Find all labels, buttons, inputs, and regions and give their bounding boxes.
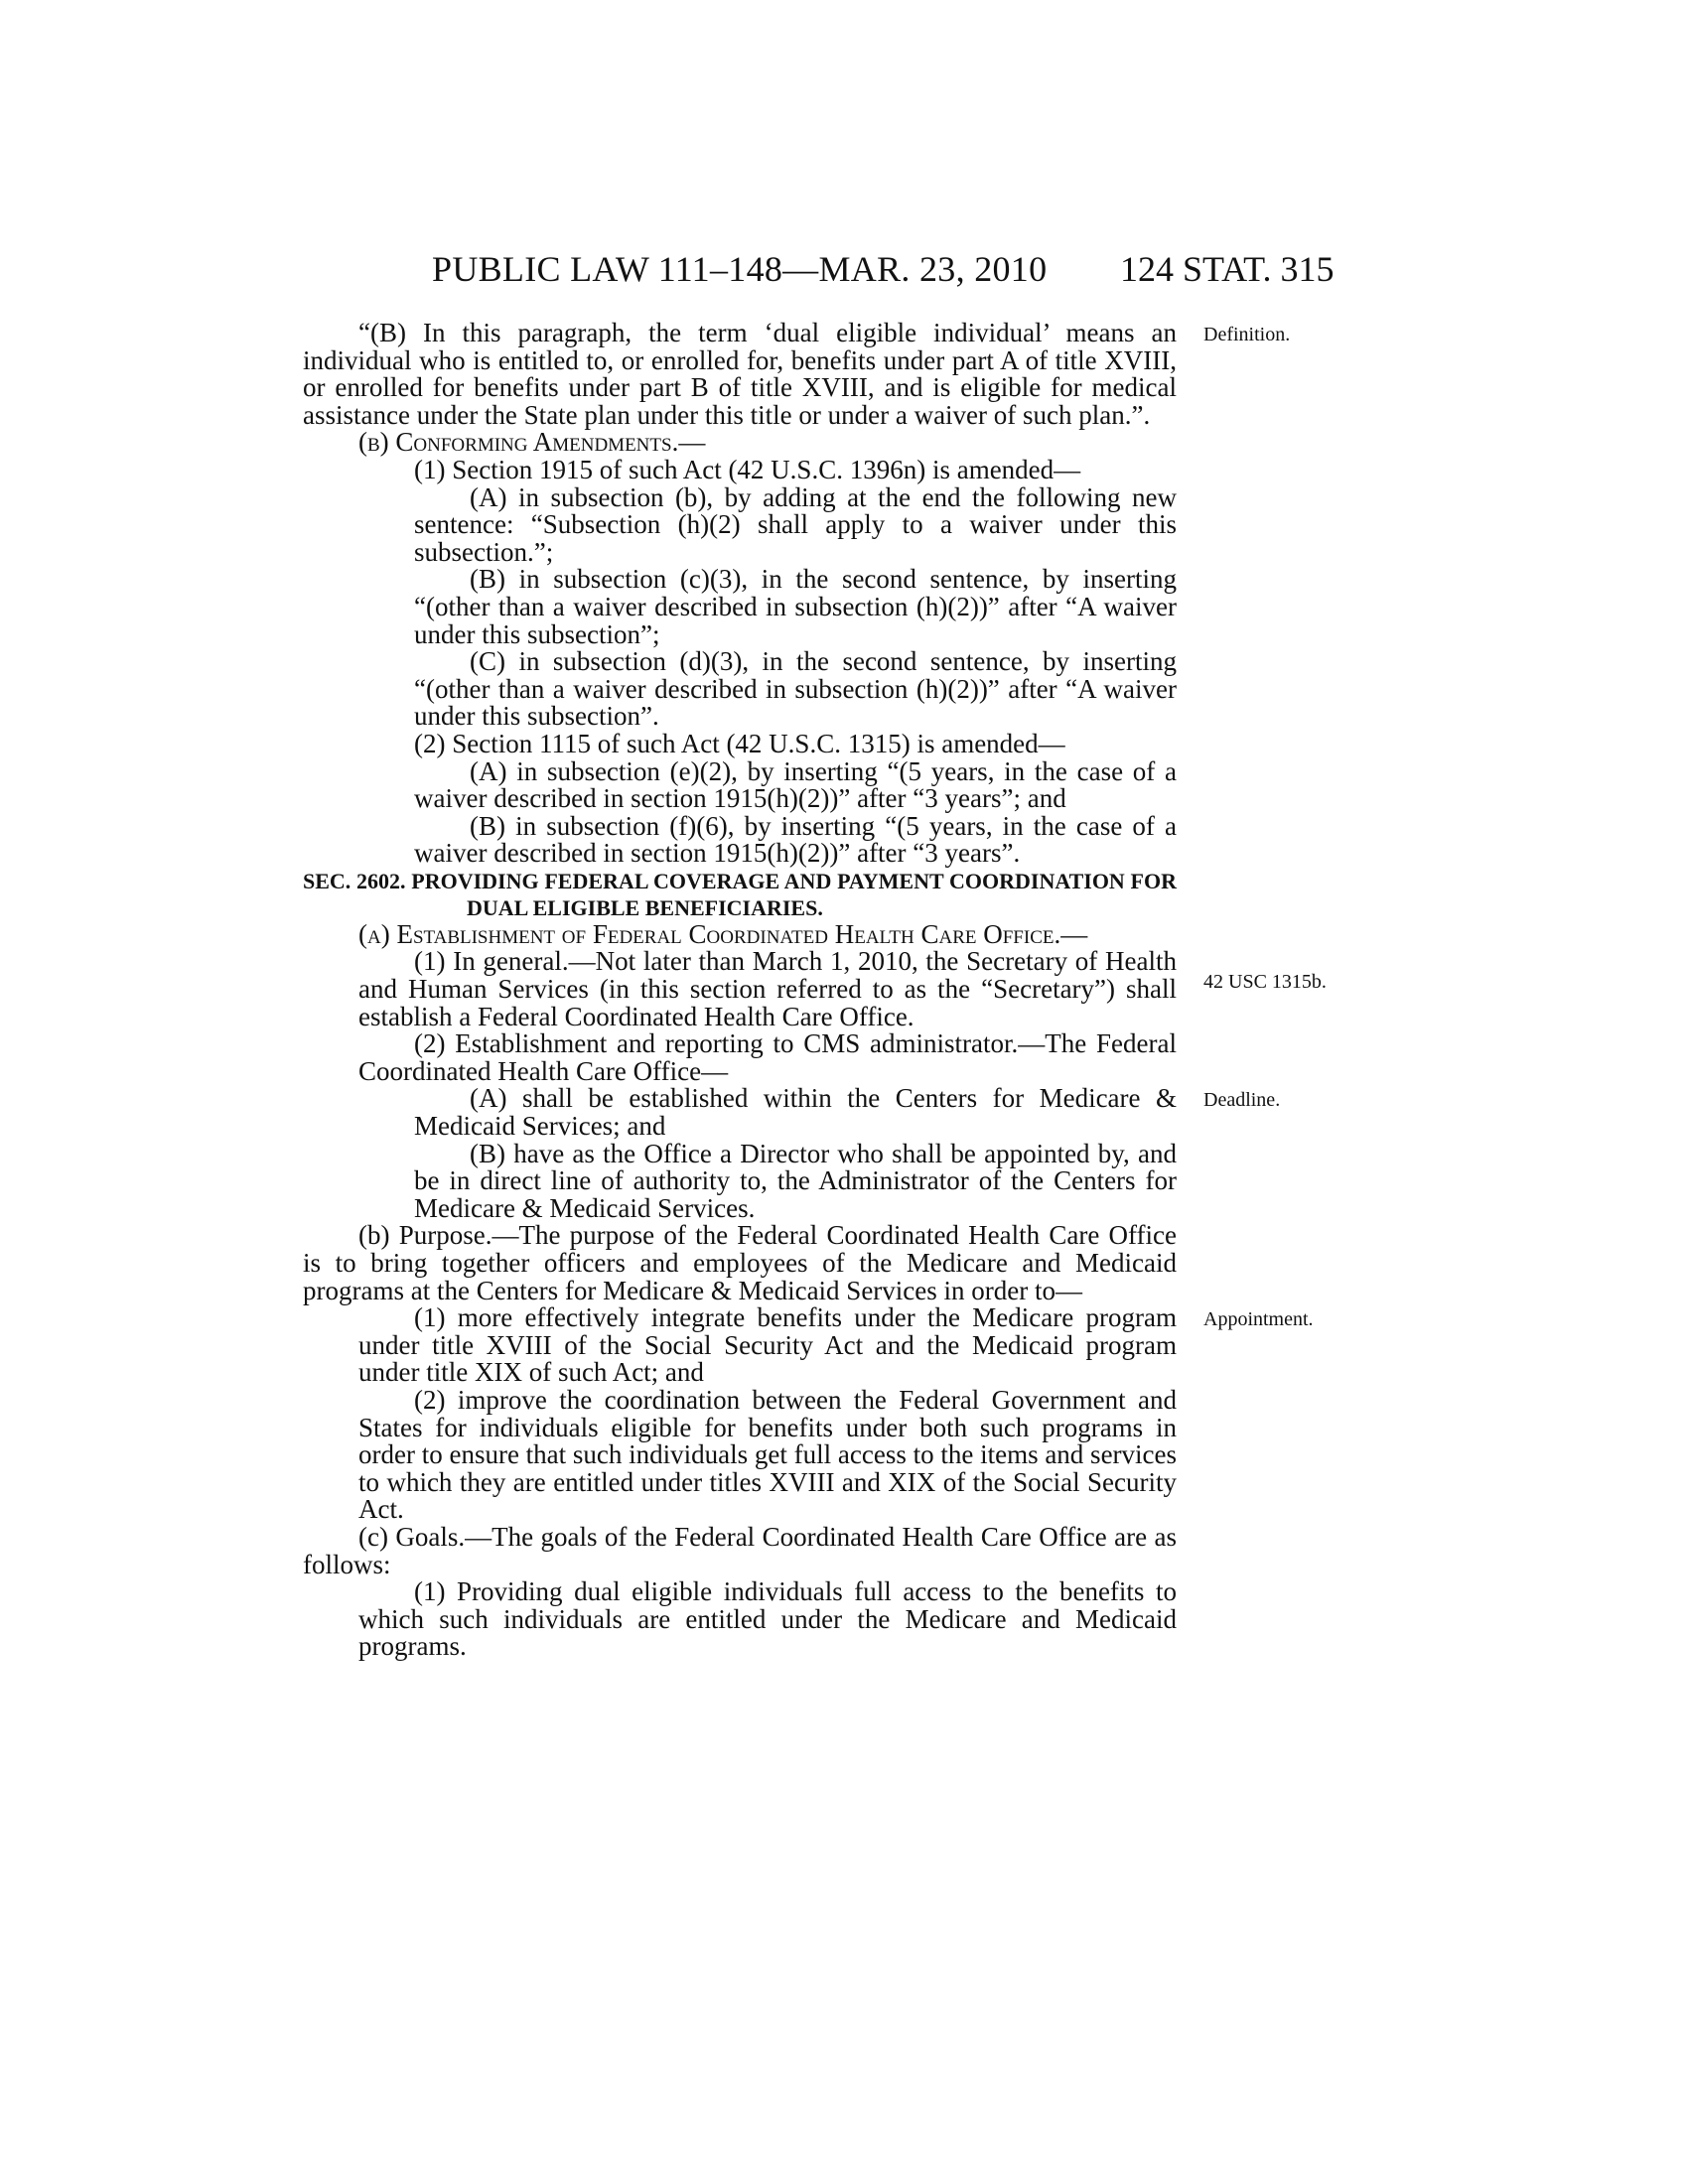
margin-note-appointment: Appointment. bbox=[1203, 1308, 1314, 1330]
margin-note-deadline: Deadline. bbox=[1203, 1089, 1281, 1111]
paragraph-purpose-2: (2) improve the coordination between the Federal Government and States for individuals eligible for benefits under both such programs in order to ensure that such individuals get full access to the items and services to which they are entitled under titles XVIII and XIX of the Social Security Act. bbox=[358, 1384, 1178, 1525]
paragraph-b1c: (C) in subsection (d)(3), in the second sentence, by inserting “(other than a waiver described in subsection (h)(2))” after “A waiver under this subsection”. bbox=[414, 646, 1177, 732]
paragraph-goals-1: (1) Providing dual eligible individuals full access to the benefits to which such individuals are entitled under the Medicare and Medicaid programs. bbox=[358, 1576, 1177, 1662]
paragraph-b1: (1) Section 1915 of such Act (42 U.S.C. 1396n) is amended— bbox=[414, 454, 1081, 484]
subsection-b-heading: (b) Conforming Amendments.— bbox=[358, 427, 706, 458]
section-heading: SEC. 2602. PROVIDING FEDERAL COVERAGE AND PAYMENT COORDINATION FOR DUAL ELIGIBLE BENEFICIARIES. bbox=[303, 868, 1177, 920]
running-header: PUBLIC LAW 111–148—MAR. 23, 2010 bbox=[432, 249, 1048, 289]
body-text bbox=[303, 320, 1177, 1661]
paragraph-b2b: (B) in subsection (f)(6), by inserting “(5 years, in the case of a waiver described in section 1915(h)(2))” after “3 years”. bbox=[414, 810, 1177, 869]
paragraph-a2a: (A) shall be established within the Centers for Medicare & Medicaid Services; and bbox=[414, 1083, 1177, 1142]
paragraph-b1b: (B) in subsection (c)(3), in the second sentence, by inserting “(other than a waiver described in subsection (h)(2))” after “A waiver under this subsection”; bbox=[414, 564, 1177, 649]
subsection-a-heading: (a) Establishment of Federal Coordinated Health Care Office.— bbox=[358, 918, 1088, 949]
margin-note-definition: Definition. bbox=[1203, 324, 1291, 345]
paragraph-b1a: (A) in subsection (b), by adding at the end the following new sentence: “Subsection (h)(2) shall apply to a waiver under this subsection.”; bbox=[414, 481, 1177, 567]
paragraph-a1: (1) In general.—Not later than March 1, 2010, the Secretary of Health and Human Services (in this section referred to as the “Secretary”) shall establish a Federal Coordinated Health Care Office. bbox=[358, 946, 1177, 1031]
paragraph-purpose-1: (1) more effectively integrate benefits under the Medicare program under title XVIII of the Social Security Act and the Medicaid program under title XIX of such Act; and bbox=[358, 1302, 1177, 1388]
paragraph-b2: (2) Section 1115 of such Act (42 U.S.C. 1315) is amended— bbox=[414, 728, 1065, 758]
paragraph-a2b: (B) have as the Office a Director who shall be appointed by, and be in direct line of authority to, the Administrator of the Centers for Medicare & Medicaid Services. bbox=[414, 1138, 1177, 1223]
paragraph-definition: “(B) In this paragraph, the term ‘dual eligible individual’ means an individual who is entitled to, or enrolled for, benefits under part A of title XVIII, or enrolled for benefits under part B of title XVIII, and is eligible for medical assistance under the State plan under this title or under a waiver of such plan.”. bbox=[303, 318, 1177, 430]
paragraph-a2: (2) Establishment and reporting to CMS administrator.—The Federal Coordinated Health Care Office— bbox=[358, 1028, 1177, 1086]
subsection-b-purpose: (b) Purpose.—The purpose of the Federal Coordinated Health Care Office is to bring together officers and employees of the Medicare and Medicaid programs at the Centers for Medicare & Medicaid Services in order to— bbox=[303, 1220, 1177, 1305]
paragraph-b2a: (A) in subsection (e)(2), by inserting “(5 years, in the case of a waiver described in section 1915(h)(2))” after “3 years”; and bbox=[414, 755, 1177, 814]
subsection-c-goals: (c) Goals.—The goals of the Federal Coordinated Health Care Office are as follows: bbox=[303, 1521, 1177, 1579]
margin-note-usc: 42 USC 1315b. bbox=[1203, 971, 1327, 993]
page-number: 124 STAT. 315 bbox=[1120, 249, 1335, 289]
